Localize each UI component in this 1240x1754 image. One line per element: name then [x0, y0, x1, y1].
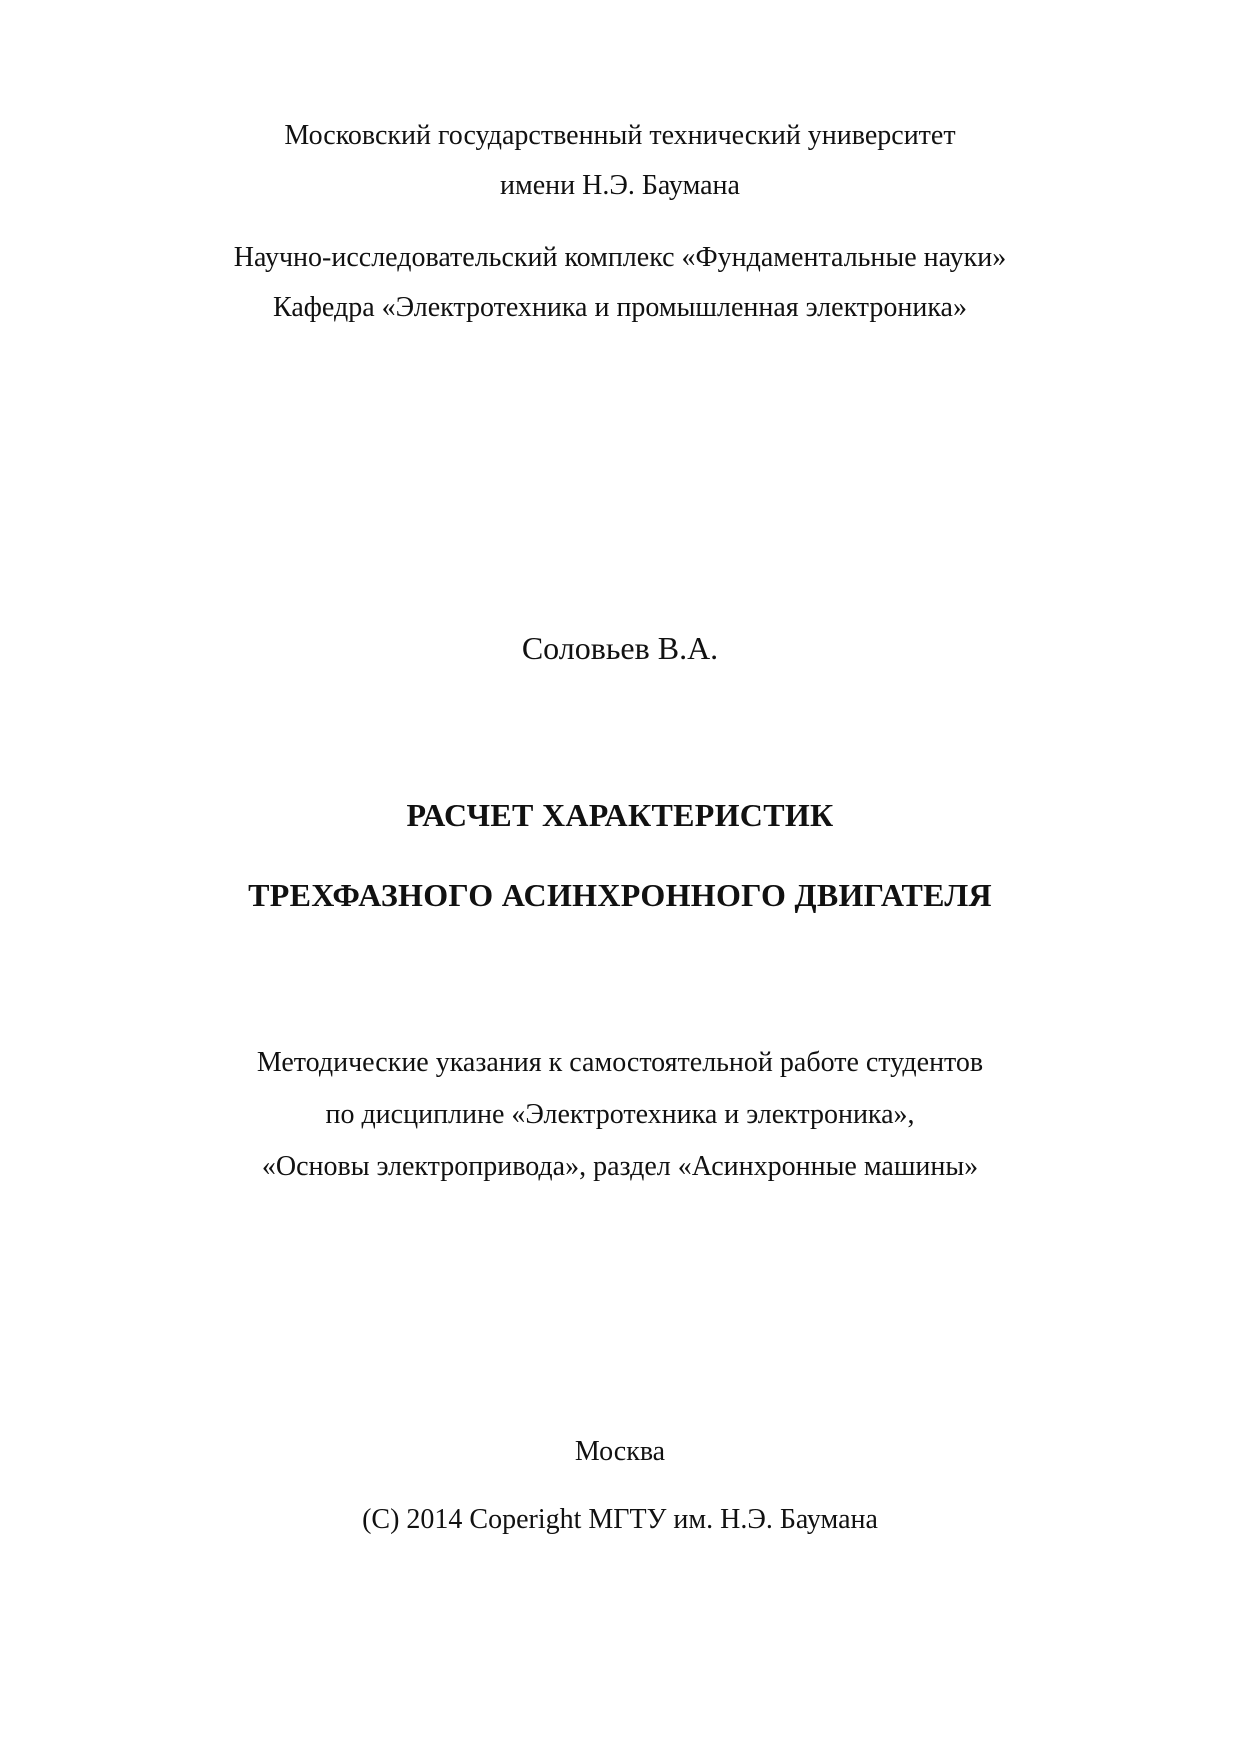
research-complex: Научно-исследовательский комплекс «Фундаментальные науки»	[233, 242, 1007, 273]
university-name-line2: имени Н.Э. Баумана	[500, 170, 740, 201]
city: Москва	[574, 1436, 666, 1467]
copyright: (C) 2014 Coperight МГТУ им. Н.Э. Баумана	[362, 1504, 878, 1535]
author-name: Соловьев В.А.	[521, 630, 719, 666]
department: Кафедра «Электротехника и промышленная электроника»	[273, 292, 967, 323]
subtitle-line2: по дисциплине «Электротехника и электроника»,	[325, 1099, 915, 1130]
subtitle-line3: «Основы электропривода», раздел «Асинхронные машины»	[261, 1151, 979, 1182]
document-title-line1: РАСЧЕТ ХАРАКТЕРИСТИК	[406, 797, 834, 833]
subtitle-line1: Методические указания к самостоятельной работе студентов	[256, 1047, 984, 1078]
university-name-line1: Московский государственный технический университет	[284, 120, 956, 151]
document-title-line2: ТРЕХФАЗНОГО АСИНХРОННОГО ДВИГАТЕЛЯ	[248, 877, 992, 913]
